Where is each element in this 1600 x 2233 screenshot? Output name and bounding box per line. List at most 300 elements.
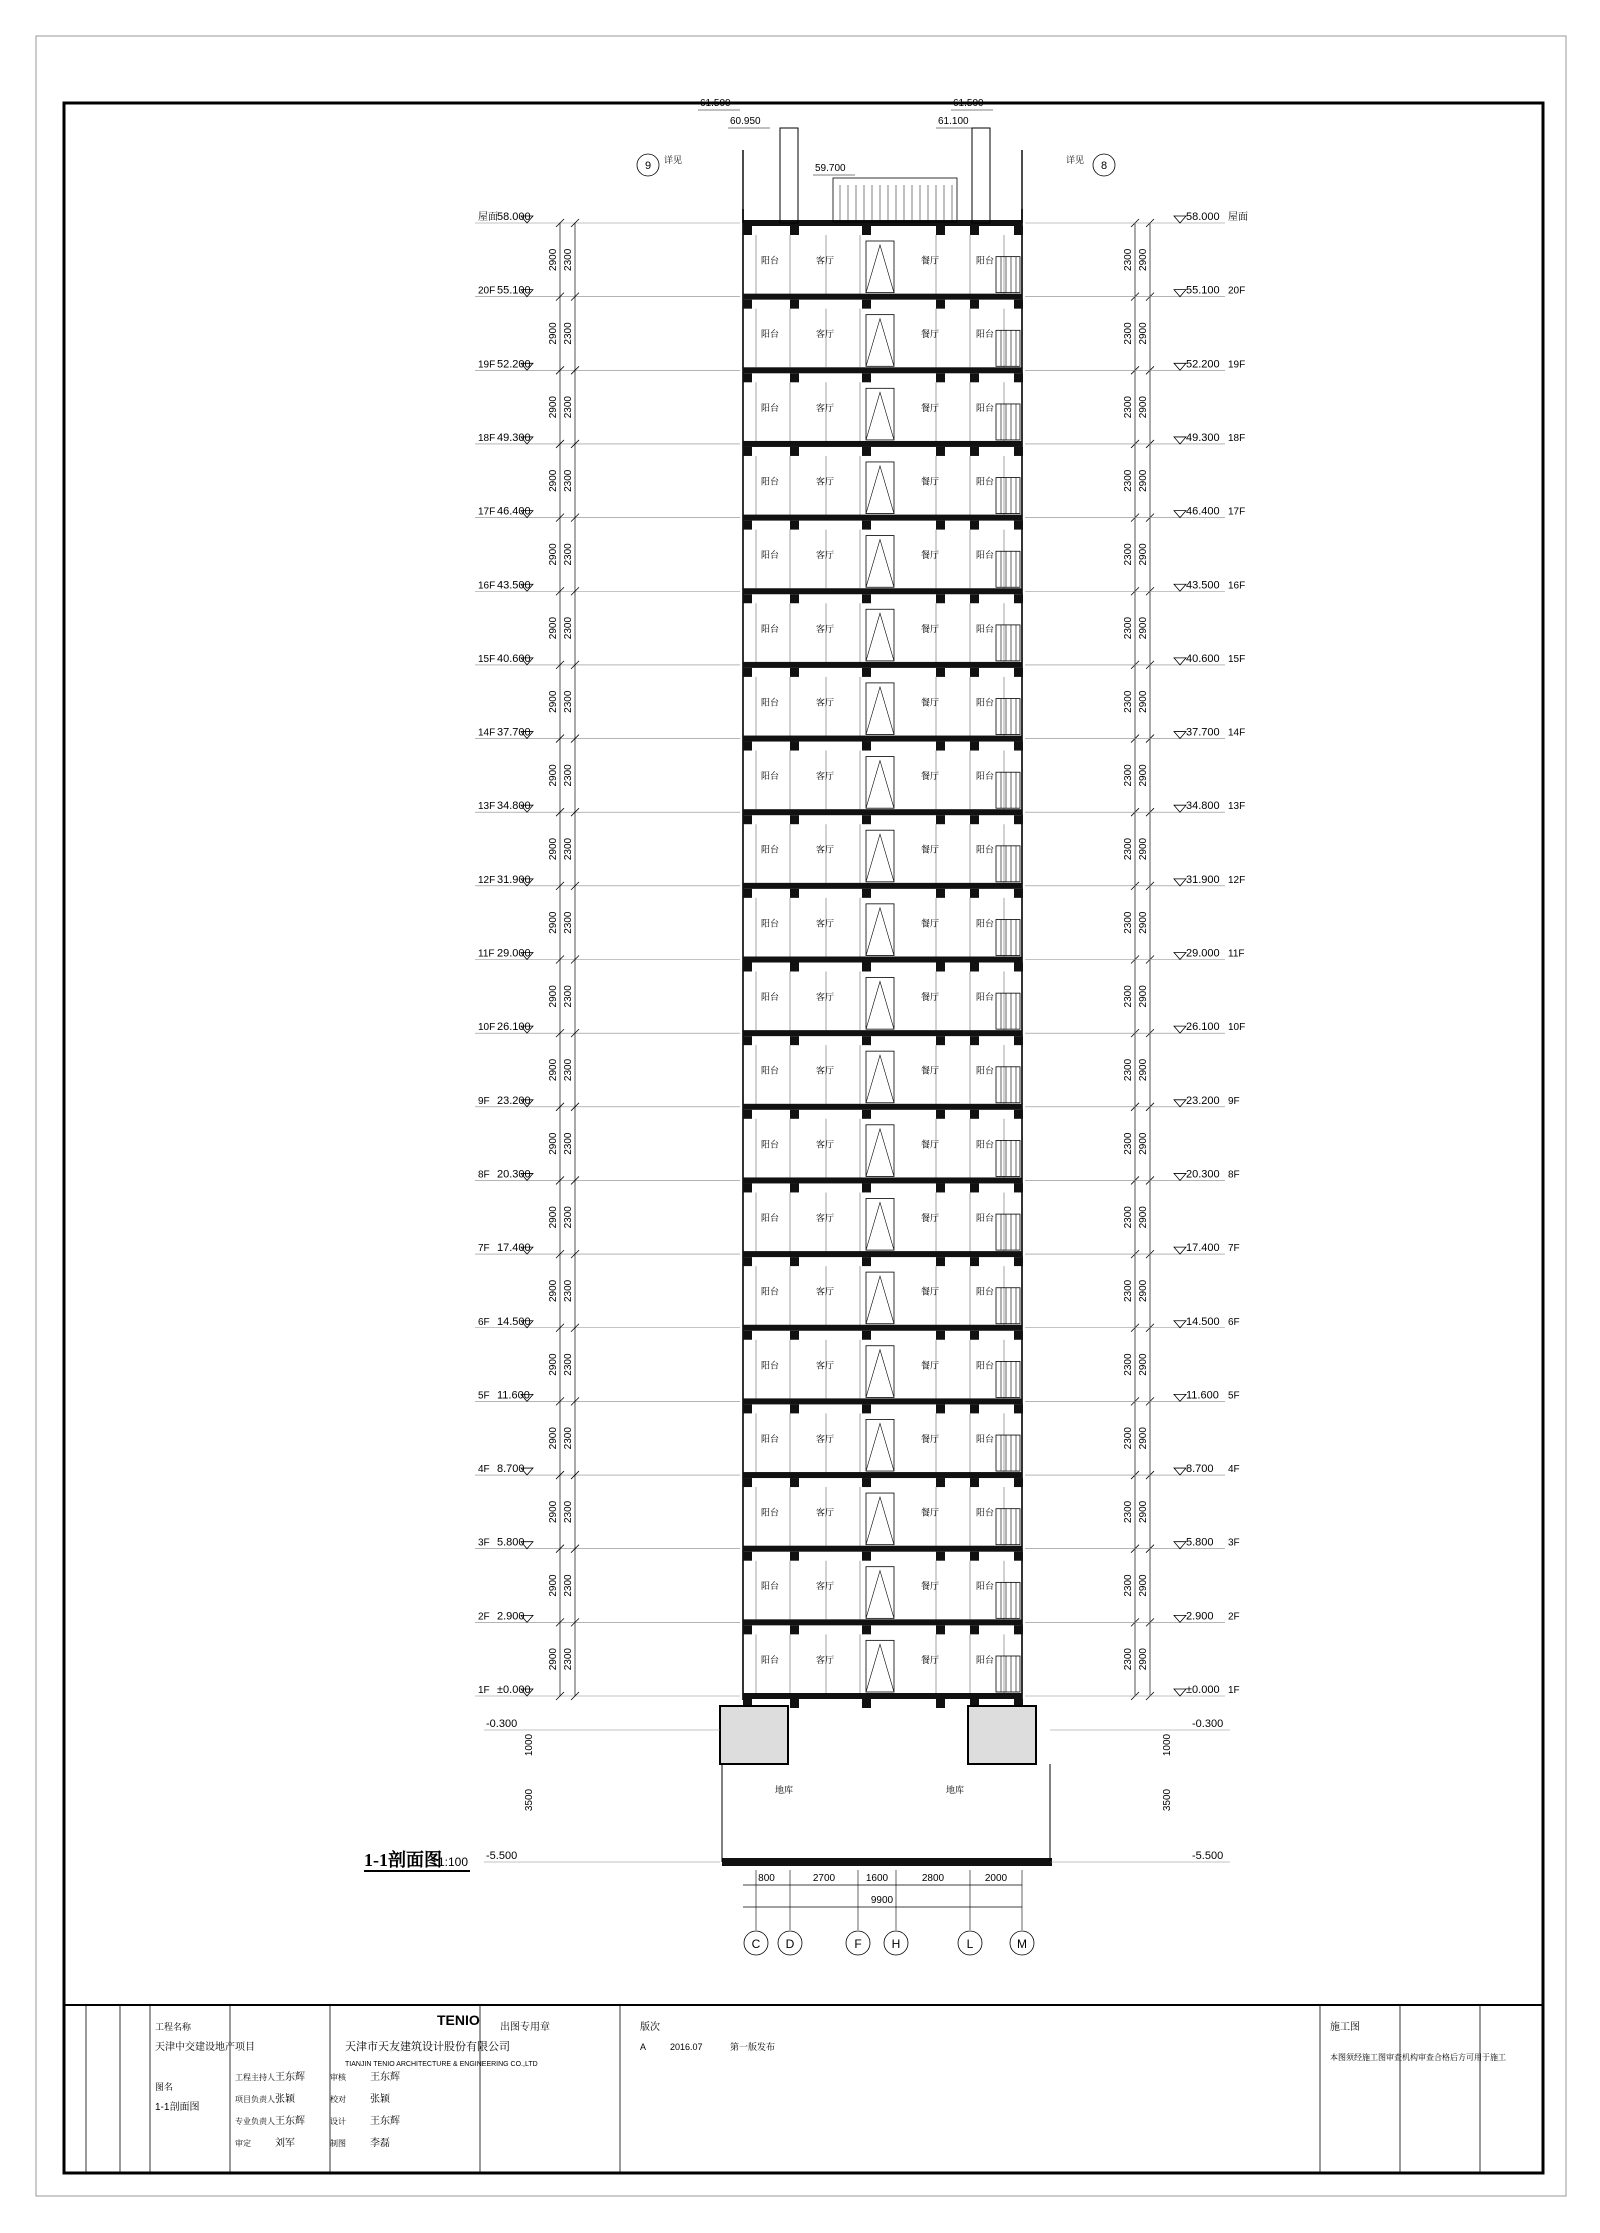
floor-label: 18F bbox=[1228, 432, 1246, 444]
basement-dim: 1000 bbox=[524, 1733, 535, 1757]
door bbox=[866, 536, 894, 588]
dim-total: 2900 bbox=[1138, 1279, 1149, 1303]
signature-label: 制图 bbox=[330, 2139, 346, 2148]
beam bbox=[970, 373, 979, 382]
beam bbox=[1014, 963, 1023, 972]
beam bbox=[936, 963, 945, 972]
beam bbox=[862, 742, 871, 751]
beam bbox=[970, 1183, 979, 1192]
beam bbox=[743, 226, 752, 235]
beam bbox=[936, 1699, 945, 1708]
floor-label: 8F bbox=[1228, 1169, 1240, 1181]
floor-label: 15F bbox=[1228, 653, 1246, 665]
elevation-label: 11.600 bbox=[1186, 1389, 1219, 1402]
room-label: 餐厅 bbox=[920, 476, 940, 487]
level-triangle bbox=[1174, 1542, 1186, 1549]
beam bbox=[1014, 373, 1023, 382]
floor-label: 屋面 bbox=[478, 212, 498, 223]
grid-dimension: 2800 bbox=[921, 1873, 945, 1884]
dim-clear: 2300 bbox=[1123, 985, 1134, 1008]
room-label: 客厅 bbox=[815, 844, 835, 855]
beam bbox=[862, 1110, 871, 1119]
dim-total: 2900 bbox=[548, 764, 559, 787]
elevation-label: 46.400 bbox=[497, 505, 531, 518]
beam bbox=[1014, 668, 1023, 677]
dim-total: 2900 bbox=[1138, 1206, 1149, 1229]
signature-name: 王东辉 bbox=[370, 2072, 400, 2083]
beam bbox=[1014, 1036, 1023, 1045]
room-label: 阳台 bbox=[975, 476, 995, 487]
room-label: 餐厅 bbox=[920, 1581, 940, 1592]
dim-total: 2900 bbox=[548, 1500, 559, 1523]
balcony-railing bbox=[996, 920, 1020, 956]
room-label: 阳台 bbox=[760, 1065, 780, 1076]
room-label: 餐厅 bbox=[920, 1433, 940, 1444]
beam bbox=[862, 1625, 871, 1634]
elevation-label: 34.800 bbox=[497, 800, 531, 813]
room-label: 阳台 bbox=[975, 550, 995, 561]
beam bbox=[790, 300, 799, 309]
balcony-railing bbox=[996, 1582, 1020, 1618]
floor-label: 9F bbox=[478, 1095, 490, 1107]
level-triangle bbox=[1174, 584, 1186, 591]
company-name-en: TIANJIN TENIO ARCHITECTURE & ENGINEERING CO.,LTD bbox=[345, 2061, 538, 2068]
room-label: 餐厅 bbox=[920, 255, 940, 266]
dim-clear: 2300 bbox=[1123, 1058, 1134, 1082]
elevation-label: 20.300 bbox=[1186, 1168, 1220, 1181]
beam bbox=[790, 521, 799, 530]
beam bbox=[743, 815, 752, 824]
beam bbox=[1014, 1478, 1023, 1487]
beam bbox=[1014, 1404, 1023, 1413]
room-label: 客厅 bbox=[815, 402, 835, 413]
room-label: 阳台 bbox=[760, 1654, 780, 1665]
room-label: 阳台 bbox=[975, 844, 995, 855]
elevation-label: 23.200 bbox=[1186, 1094, 1220, 1107]
room-label: 餐厅 bbox=[920, 623, 940, 634]
room-label: 客厅 bbox=[815, 623, 835, 634]
room-label: 阳台 bbox=[975, 1360, 995, 1371]
dim-clear: 2300 bbox=[563, 322, 574, 345]
level-triangle bbox=[1174, 1173, 1186, 1180]
elevation-label: 55.100 bbox=[497, 284, 531, 297]
beam bbox=[790, 1110, 799, 1119]
room-label: 阳台 bbox=[760, 329, 780, 340]
beam bbox=[970, 1552, 979, 1561]
room-label: 客厅 bbox=[815, 255, 835, 266]
dim-total: 2900 bbox=[1138, 985, 1149, 1008]
balcony-railing bbox=[996, 1435, 1020, 1471]
elevation-label: 11.600 bbox=[497, 1389, 530, 1402]
grid-dimension: 1600 bbox=[865, 1873, 889, 1884]
beam bbox=[790, 668, 799, 677]
room-label: 阳台 bbox=[975, 918, 995, 929]
detail-callout-number: 8 bbox=[1100, 160, 1108, 172]
door bbox=[866, 388, 894, 440]
room-label: 客厅 bbox=[815, 771, 835, 782]
beam bbox=[936, 1404, 945, 1413]
room-label: 阳台 bbox=[975, 771, 995, 782]
room-label: 地库 bbox=[945, 1785, 965, 1795]
drawing-scale: 1:100 bbox=[438, 1855, 469, 1869]
basement-elevation-right: -5.500 bbox=[1192, 1850, 1224, 1862]
beam bbox=[970, 521, 979, 530]
room-label: 客厅 bbox=[815, 918, 835, 929]
balcony-railing bbox=[996, 1288, 1020, 1324]
level-triangle bbox=[1174, 1321, 1186, 1328]
door bbox=[866, 462, 894, 514]
dim-clear: 2300 bbox=[563, 248, 574, 271]
door-swing bbox=[866, 245, 894, 293]
elevation-label: 58.000 bbox=[1186, 211, 1220, 223]
dim-total: 2900 bbox=[548, 1574, 559, 1597]
dim-total: 2900 bbox=[548, 911, 559, 934]
dim-clear: 2300 bbox=[563, 837, 574, 861]
roof-stair-right bbox=[972, 128, 990, 223]
beam bbox=[862, 963, 871, 972]
door-swing bbox=[866, 982, 894, 1030]
dim-total: 2900 bbox=[1138, 1353, 1149, 1376]
beam bbox=[970, 815, 979, 824]
signature-label: 项目负责人 bbox=[235, 2095, 275, 2104]
door-swing bbox=[866, 1644, 894, 1692]
room-label: 阳台 bbox=[975, 697, 995, 708]
level-triangle bbox=[1174, 1247, 1186, 1254]
beam bbox=[1014, 447, 1023, 456]
floor-label: 12F bbox=[478, 874, 496, 886]
room-label: 餐厅 bbox=[920, 1507, 940, 1518]
dim-clear: 2300 bbox=[563, 1132, 574, 1155]
level-triangle bbox=[1174, 1689, 1186, 1696]
beam bbox=[743, 1036, 752, 1045]
balcony-railing bbox=[996, 1509, 1020, 1545]
door bbox=[866, 1640, 894, 1692]
beam bbox=[1014, 1331, 1023, 1340]
level-triangle bbox=[1174, 953, 1186, 960]
beam bbox=[862, 1552, 871, 1561]
floor-label: 4F bbox=[478, 1464, 490, 1476]
beam bbox=[790, 226, 799, 235]
dim-total: 2900 bbox=[1138, 469, 1149, 492]
room-label: 阳台 bbox=[975, 992, 995, 1003]
level-triangle bbox=[1174, 437, 1186, 444]
room-label: 阳台 bbox=[760, 1139, 780, 1150]
door-swing bbox=[866, 319, 894, 367]
door bbox=[866, 830, 894, 882]
beam bbox=[790, 1625, 799, 1634]
beam bbox=[1014, 815, 1023, 824]
room-label: 阳台 bbox=[760, 1286, 780, 1297]
dim-total: 2900 bbox=[1138, 837, 1149, 861]
dim-total: 2900 bbox=[548, 985, 559, 1008]
room-label: 阳台 bbox=[975, 1433, 995, 1444]
grid-axis-label: F bbox=[854, 1937, 862, 1951]
dim-total: 2900 bbox=[1138, 616, 1149, 640]
room-label: 餐厅 bbox=[920, 844, 940, 855]
beam bbox=[862, 521, 871, 530]
company-name-cn: 天津市天友建筑设计股份有限公司 bbox=[345, 2041, 510, 2053]
room-label: 客厅 bbox=[815, 1212, 835, 1223]
beam bbox=[936, 447, 945, 456]
dim-total: 2900 bbox=[548, 1427, 559, 1450]
roof-elevation: 60.950 bbox=[730, 116, 761, 127]
room-label: 阳台 bbox=[975, 255, 995, 266]
beam bbox=[1014, 1183, 1023, 1192]
beam bbox=[936, 1257, 945, 1266]
drawing-name-label: 图名 bbox=[155, 2082, 174, 2092]
beam bbox=[862, 668, 871, 677]
grid-axis-label: M bbox=[1017, 1937, 1027, 1951]
dim-clear: 2300 bbox=[563, 985, 574, 1008]
beam bbox=[970, 742, 979, 751]
grid-axis-label: D bbox=[785, 1937, 795, 1951]
beam bbox=[1014, 889, 1023, 898]
balcony-railing bbox=[996, 846, 1020, 882]
door-swing bbox=[866, 540, 894, 588]
beam bbox=[936, 1625, 945, 1634]
dim-total: 2900 bbox=[1138, 1427, 1149, 1450]
grid-dimension: 2700 bbox=[812, 1873, 836, 1884]
room-label: 阳台 bbox=[760, 771, 780, 782]
dim-clear: 2300 bbox=[563, 1500, 574, 1523]
elevation-label: 2.900 bbox=[1186, 1610, 1214, 1623]
room-label: 餐厅 bbox=[920, 1065, 940, 1076]
beam bbox=[790, 594, 799, 603]
dim-clear: 2300 bbox=[1123, 322, 1134, 345]
basement-elevation-right: -0.300 bbox=[1192, 1718, 1224, 1730]
signature-label: 审定 bbox=[235, 2139, 251, 2148]
dim-clear: 2300 bbox=[1123, 1353, 1134, 1376]
roof-structure bbox=[637, 98, 1115, 223]
level-triangle bbox=[1174, 290, 1186, 297]
beam bbox=[970, 1625, 979, 1634]
beam bbox=[862, 1699, 871, 1708]
elevation-label: ±0.000 bbox=[1186, 1684, 1220, 1696]
detail-callout-number: 9 bbox=[644, 160, 652, 172]
dim-total: 2900 bbox=[1138, 396, 1149, 419]
room-label: 餐厅 bbox=[920, 1654, 940, 1665]
beam bbox=[1014, 742, 1023, 751]
beam bbox=[970, 226, 979, 235]
room-label: 餐厅 bbox=[920, 550, 940, 561]
level-triangle bbox=[1174, 511, 1186, 518]
door-swing bbox=[866, 1497, 894, 1545]
floor-label: 7F bbox=[478, 1243, 490, 1255]
beam bbox=[970, 668, 979, 677]
room-label: 阳台 bbox=[760, 402, 780, 413]
room-label: 客厅 bbox=[815, 329, 835, 340]
dim-total: 2900 bbox=[548, 322, 559, 345]
room-label: 阳台 bbox=[975, 1507, 995, 1518]
room-label: 阳台 bbox=[760, 1360, 780, 1371]
floor-label: 1F bbox=[478, 1685, 490, 1696]
room-label: 阳台 bbox=[975, 1286, 995, 1297]
elevation-label: 52.200 bbox=[497, 358, 531, 371]
stamp-label: 出图专用章 bbox=[500, 2022, 550, 2033]
beam bbox=[970, 963, 979, 972]
door-swing bbox=[866, 1571, 894, 1619]
issue-note: 施工图 bbox=[1330, 2022, 1360, 2033]
beam bbox=[743, 1183, 752, 1192]
beam bbox=[1014, 1552, 1023, 1561]
floor-slab bbox=[743, 441, 1022, 447]
dim-total: 2900 bbox=[548, 1648, 559, 1671]
beam bbox=[790, 963, 799, 972]
beam bbox=[790, 815, 799, 824]
elevation-label: 40.600 bbox=[497, 652, 531, 665]
beam bbox=[743, 1552, 752, 1561]
room-label: 餐厅 bbox=[920, 992, 940, 1003]
door bbox=[866, 1051, 894, 1103]
company-logo: TENIO bbox=[437, 2012, 480, 2028]
beam bbox=[936, 300, 945, 309]
room-label: 阳台 bbox=[975, 1581, 995, 1592]
level-triangle bbox=[1174, 1100, 1186, 1107]
floor-slab bbox=[743, 367, 1022, 373]
door-swing bbox=[866, 1129, 894, 1177]
elevation-label: 52.200 bbox=[1186, 358, 1220, 371]
level-triangle bbox=[1174, 216, 1186, 223]
door-swing bbox=[866, 1276, 894, 1324]
beam bbox=[862, 1404, 871, 1413]
building-section bbox=[743, 209, 1023, 1708]
floor-slab bbox=[743, 883, 1022, 889]
beam bbox=[936, 668, 945, 677]
basement-elevation-left: -0.300 bbox=[486, 1718, 518, 1730]
floor-label: 10F bbox=[1228, 1022, 1246, 1034]
floor-slab bbox=[743, 294, 1022, 300]
door bbox=[866, 904, 894, 956]
basement-dim: 3500 bbox=[524, 1788, 535, 1812]
roof-elevation: 61.500 bbox=[953, 98, 984, 109]
floor-slab bbox=[743, 588, 1022, 594]
basement-elevation-left: -5.500 bbox=[486, 1850, 518, 1862]
room-label: 餐厅 bbox=[920, 697, 940, 708]
beam bbox=[970, 1478, 979, 1487]
door-swing bbox=[866, 392, 894, 440]
beam bbox=[1014, 226, 1023, 235]
elevation-label: 5.800 bbox=[1186, 1536, 1214, 1549]
balcony-railing bbox=[996, 625, 1020, 661]
dim-clear: 2300 bbox=[1123, 911, 1134, 934]
balcony-railing bbox=[996, 1067, 1020, 1103]
beam bbox=[970, 1036, 979, 1045]
door-swing bbox=[866, 908, 894, 956]
floor-label: 7F bbox=[1228, 1243, 1240, 1255]
dim-clear: 2300 bbox=[1123, 690, 1134, 713]
beam bbox=[790, 1552, 799, 1561]
dim-total: 2900 bbox=[1138, 911, 1149, 934]
beam bbox=[862, 889, 871, 898]
elevation-label: 37.700 bbox=[1186, 726, 1220, 739]
beam bbox=[970, 1331, 979, 1340]
dim-clear: 2300 bbox=[1123, 764, 1134, 787]
balcony-railing bbox=[996, 1656, 1020, 1692]
dim-total: 2900 bbox=[548, 1279, 559, 1303]
room-label: 餐厅 bbox=[920, 1139, 940, 1150]
room-label: 客厅 bbox=[815, 1654, 835, 1665]
beam bbox=[862, 1183, 871, 1192]
revision-number: A bbox=[640, 2042, 647, 2052]
balcony-railing bbox=[996, 1214, 1020, 1250]
floor-label: 16F bbox=[1228, 580, 1246, 592]
elevation-label: 26.100 bbox=[1186, 1021, 1220, 1034]
beam bbox=[862, 1257, 871, 1266]
dim-clear: 2300 bbox=[1123, 1279, 1134, 1303]
dim-total: 2900 bbox=[548, 1353, 559, 1376]
beam bbox=[862, 1331, 871, 1340]
floor-label: 10F bbox=[478, 1022, 496, 1034]
roof-stair-left bbox=[780, 128, 798, 223]
detail-callout-text: 详见 bbox=[664, 155, 683, 165]
beam bbox=[743, 742, 752, 751]
beam bbox=[862, 373, 871, 382]
elevation-label: 31.900 bbox=[497, 873, 531, 886]
floor-label: 4F bbox=[1228, 1464, 1240, 1476]
beam bbox=[790, 742, 799, 751]
elevation-label: ±0.000 bbox=[497, 1684, 531, 1696]
door bbox=[866, 1419, 894, 1471]
door bbox=[866, 1346, 894, 1398]
dim-clear: 2300 bbox=[1123, 1206, 1134, 1229]
room-label: 阳台 bbox=[975, 402, 995, 413]
room-label: 餐厅 bbox=[920, 1286, 940, 1297]
beam bbox=[743, 594, 752, 603]
beam bbox=[790, 1257, 799, 1266]
dim-total: 2900 bbox=[1138, 1574, 1149, 1597]
dim-total: 2900 bbox=[548, 469, 559, 492]
elevation-label: 29.000 bbox=[1186, 947, 1220, 960]
dim-clear: 2300 bbox=[1123, 1500, 1134, 1523]
floor-slab bbox=[743, 515, 1022, 521]
floor-slab bbox=[743, 1177, 1022, 1183]
elevation-label: 20.300 bbox=[497, 1168, 531, 1181]
beam bbox=[790, 373, 799, 382]
signature-name: 张颖 bbox=[275, 2094, 295, 2105]
dim-clear: 2300 bbox=[563, 764, 574, 787]
floor-label: 20F bbox=[1228, 285, 1246, 297]
room-label: 阳台 bbox=[760, 844, 780, 855]
dim-total: 2900 bbox=[1138, 1648, 1149, 1671]
elevation-label: 49.300 bbox=[1186, 431, 1220, 444]
room-label: 客厅 bbox=[815, 476, 835, 487]
beam bbox=[936, 1331, 945, 1340]
elevation-label: 37.700 bbox=[497, 726, 531, 739]
door bbox=[866, 315, 894, 367]
dim-total: 2900 bbox=[548, 837, 559, 861]
beam bbox=[1014, 300, 1023, 309]
door-swing bbox=[866, 1055, 894, 1103]
project-label: 工程名称 bbox=[155, 2022, 192, 2032]
floor-slab bbox=[743, 1546, 1022, 1552]
dim-clear: 2300 bbox=[1123, 396, 1134, 419]
door-swing bbox=[866, 761, 894, 809]
level-triangle bbox=[1174, 805, 1186, 812]
room-label: 餐厅 bbox=[920, 402, 940, 413]
dim-clear: 2300 bbox=[1123, 1648, 1134, 1671]
basement-wall-right bbox=[968, 1706, 1036, 1764]
level-triangle bbox=[1174, 658, 1186, 665]
beam bbox=[743, 1625, 752, 1634]
dim-clear: 2300 bbox=[1123, 616, 1134, 640]
elevation-label: 58.000 bbox=[497, 211, 531, 223]
beam bbox=[790, 1478, 799, 1487]
dim-total: 2900 bbox=[548, 396, 559, 419]
grid-axis-label: L bbox=[966, 1937, 974, 1951]
room-label: 餐厅 bbox=[920, 771, 940, 782]
elevation-label: 49.300 bbox=[497, 431, 531, 444]
level-triangle bbox=[1174, 732, 1186, 739]
